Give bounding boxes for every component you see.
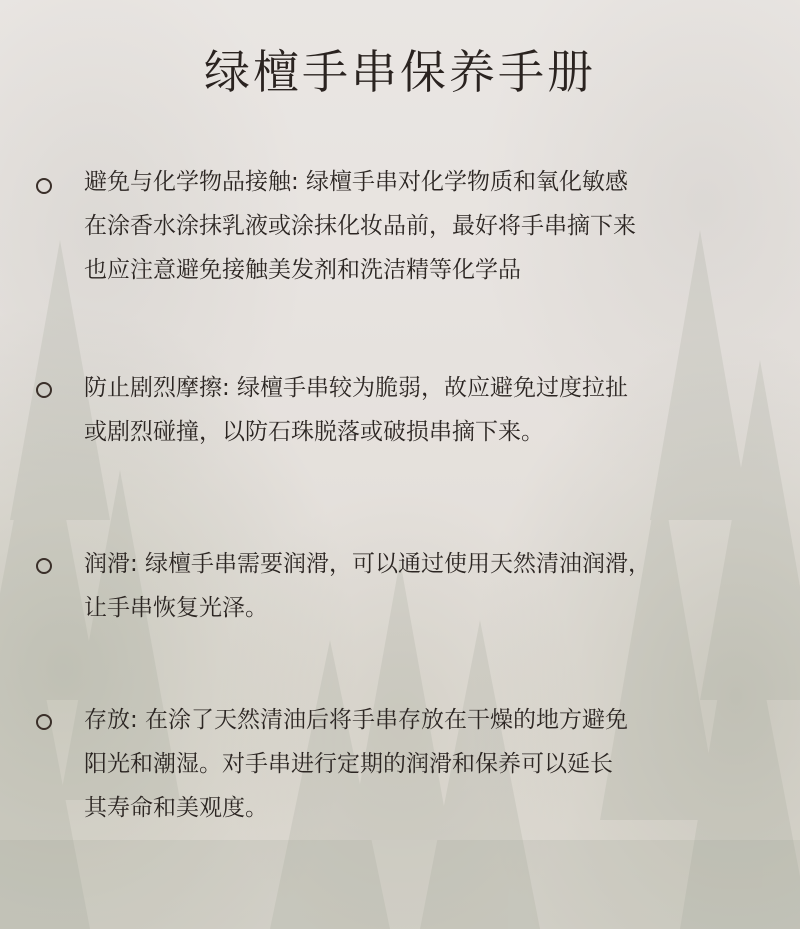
hollow-circle-icon [36,382,52,398]
list-item-text: 避免与化学物品接触: 绿檀手串对化学物质和氧化敏感 在涂香水涂抹乳液或涂抹化妆品前，最好将手串摘下来 也应注意避免接触美发剂和洗洁精等化学品 [84,169,636,283]
list-item-text: 润滑: 绿檀手串需要润滑，可以通过使用天然清油润滑， 让手串恢复光泽。 [84,551,652,621]
hollow-circle-icon [36,178,52,194]
page-title: 绿檀手串保养手册 [204,45,596,99]
hollow-circle-icon [36,558,52,574]
hollow-circle-icon [36,714,52,730]
list-item-text: 防止剧烈摩擦: 绿檀手串较为脆弱，故应避免过度拉扯 或剧烈碰撞，以防石珠脱落或破损串摘下来。 [84,375,629,445]
list-item-text: 存放: 在涂了天然清油后将手串存放在干燥的地方避免 阳光和潮湿。对手串进行定期的润滑和保养可以延长 其寿命和美观度。 [84,707,629,821]
